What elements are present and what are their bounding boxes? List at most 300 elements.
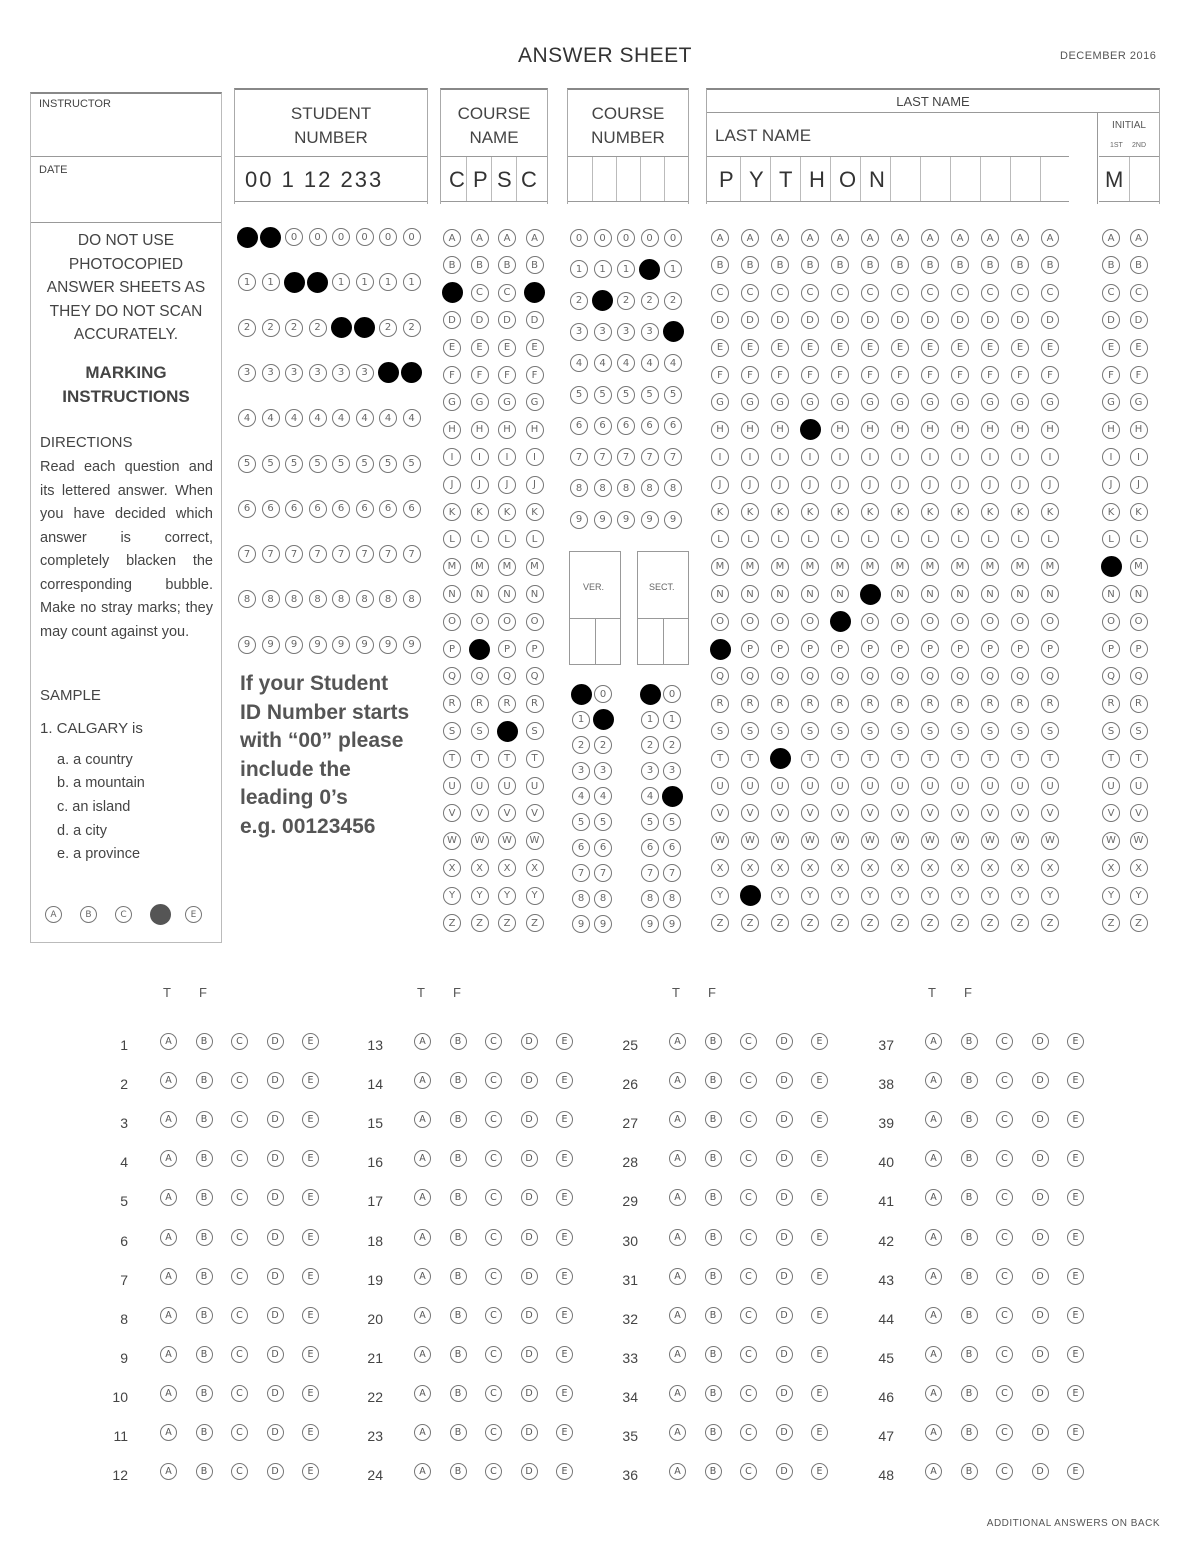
- last-name-bubble-g[interactable]: G: [1011, 393, 1029, 411]
- initial-bubble-e[interactable]: E: [1102, 339, 1120, 357]
- answer-bubble-a[interactable]: A: [925, 1229, 942, 1246]
- initial-bubble-c[interactable]: C: [1130, 284, 1148, 302]
- last-name-bubble-n[interactable]: N: [951, 585, 969, 603]
- answer-bubble-e[interactable]: E: [1067, 1189, 1084, 1206]
- last-name-bubble-l[interactable]: L: [711, 530, 729, 548]
- student-number-bubble-7[interactable]: 7: [285, 545, 303, 563]
- answer-bubble-b[interactable]: B: [450, 1111, 467, 1128]
- answer-bubble-b[interactable]: B: [961, 1229, 978, 1246]
- course-name-bubble-h[interactable]: H: [526, 421, 544, 439]
- answer-bubble-e[interactable]: E: [1067, 1463, 1084, 1480]
- course-name-bubble-z[interactable]: Z: [526, 914, 544, 932]
- last-name-bubble-r[interactable]: R: [981, 695, 999, 713]
- answer-bubble-d[interactable]: D: [521, 1150, 538, 1167]
- student-number-bubble-3[interactable]: [378, 362, 399, 383]
- initial-bubble-q[interactable]: Q: [1130, 667, 1148, 685]
- last-name-bubble-z[interactable]: Z: [771, 914, 789, 932]
- last-name-bubble-g[interactable]: G: [831, 393, 849, 411]
- course-name-bubble-x[interactable]: X: [526, 859, 544, 877]
- initial-bubble-x[interactable]: X: [1130, 859, 1148, 877]
- course-name-bubble-i[interactable]: I: [498, 448, 516, 466]
- answer-bubble-a[interactable]: A: [414, 1072, 431, 1089]
- course-number-bubble-5[interactable]: 5: [641, 386, 659, 404]
- course-number-bubble-1[interactable]: 1: [594, 260, 612, 278]
- course-name-bubble-y[interactable]: Y: [498, 887, 516, 905]
- initial-bubble-b[interactable]: B: [1130, 256, 1148, 274]
- last-name-bubble-x[interactable]: X: [921, 859, 939, 877]
- version-bubble-3[interactable]: 3: [594, 762, 612, 780]
- student-number-bubble-7[interactable]: 7: [262, 545, 280, 563]
- course-number-bubble-2[interactable]: 2: [641, 292, 659, 310]
- last-name-bubble-x[interactable]: X: [951, 859, 969, 877]
- last-name-bubble-a[interactable]: A: [981, 229, 999, 247]
- student-number-bubble-7[interactable]: 7: [379, 545, 397, 563]
- last-name-bubble-i[interactable]: I: [981, 448, 999, 466]
- student-number-bubble-9[interactable]: 9: [262, 636, 280, 654]
- course-number-bubble-9[interactable]: 9: [617, 511, 635, 529]
- answer-bubble-b[interactable]: B: [705, 1385, 722, 1402]
- last-name-bubble-t[interactable]: T: [891, 750, 909, 768]
- initial-bubble-k[interactable]: K: [1102, 503, 1120, 521]
- last-name-bubble-d[interactable]: D: [1011, 311, 1029, 329]
- answer-bubble-a[interactable]: A: [414, 1463, 431, 1480]
- last-name-bubble-s[interactable]: S: [1011, 722, 1029, 740]
- last-name-bubble-a[interactable]: A: [861, 229, 879, 247]
- initial-bubble-p[interactable]: P: [1130, 640, 1148, 658]
- student-number-bubble-1[interactable]: 1: [332, 273, 350, 291]
- section-bubble-7[interactable]: 7: [641, 864, 659, 882]
- answer-bubble-b[interactable]: B: [705, 1268, 722, 1285]
- course-name-bubble-m[interactable]: M: [498, 558, 516, 576]
- answer-bubble-e[interactable]: E: [811, 1229, 828, 1246]
- student-number-bubble-4[interactable]: 4: [309, 409, 327, 427]
- answer-bubble-d[interactable]: D: [776, 1033, 793, 1050]
- last-name-bubble-u[interactable]: U: [1041, 777, 1059, 795]
- last-name-bubble-m[interactable]: M: [831, 558, 849, 576]
- course-name-bubble-s[interactable]: [497, 721, 518, 742]
- answer-bubble-d[interactable]: D: [267, 1385, 284, 1402]
- student-number-bubble-5[interactable]: 5: [356, 455, 374, 473]
- course-name-bubble-f[interactable]: F: [443, 366, 461, 384]
- answer-bubble-d[interactable]: D: [1032, 1229, 1049, 1246]
- answer-bubble-e[interactable]: E: [811, 1033, 828, 1050]
- answer-bubble-a[interactable]: A: [414, 1229, 431, 1246]
- last-name-bubble-y[interactable]: Y: [711, 887, 729, 905]
- answer-bubble-c[interactable]: C: [485, 1424, 502, 1441]
- last-name-bubble-n[interactable]: N: [981, 585, 999, 603]
- course-name-bubble-o[interactable]: O: [498, 613, 516, 631]
- last-name-bubble-s[interactable]: S: [801, 722, 819, 740]
- section-bubble-8[interactable]: 8: [663, 890, 681, 908]
- last-name-bubble-s[interactable]: S: [741, 722, 759, 740]
- answer-bubble-b[interactable]: B: [961, 1346, 978, 1363]
- student-number-bubble-7[interactable]: 7: [356, 545, 374, 563]
- last-name-bubble-d[interactable]: D: [711, 311, 729, 329]
- answer-bubble-d[interactable]: D: [776, 1268, 793, 1285]
- answer-bubble-e[interactable]: E: [556, 1346, 573, 1363]
- answer-bubble-e[interactable]: E: [302, 1229, 319, 1246]
- course-name-bubble-x[interactable]: X: [443, 859, 461, 877]
- version-bubble-2[interactable]: 2: [594, 736, 612, 754]
- last-name-bubble-h[interactable]: H: [741, 421, 759, 439]
- last-name-bubble-b[interactable]: B: [981, 256, 999, 274]
- answer-bubble-c[interactable]: C: [996, 1385, 1013, 1402]
- student-number-bubble-1[interactable]: 1: [403, 273, 421, 291]
- course-name-bubble-j[interactable]: J: [526, 476, 544, 494]
- answer-bubble-e[interactable]: E: [302, 1033, 319, 1050]
- course-name-bubble-g[interactable]: G: [471, 393, 489, 411]
- version-bubble-6[interactable]: 6: [572, 839, 590, 857]
- last-name-bubble-h[interactable]: H: [831, 421, 849, 439]
- last-name-bubble-i[interactable]: I: [831, 448, 849, 466]
- last-name-bubble-a[interactable]: A: [711, 229, 729, 247]
- section-bubble-9[interactable]: 9: [663, 915, 681, 933]
- course-name-bubble-g[interactable]: G: [498, 393, 516, 411]
- answer-bubble-a[interactable]: A: [669, 1072, 686, 1089]
- last-name-bubble-q[interactable]: Q: [711, 667, 729, 685]
- answer-bubble-b[interactable]: B: [961, 1111, 978, 1128]
- answer-bubble-b[interactable]: B: [961, 1424, 978, 1441]
- answer-bubble-c[interactable]: C: [996, 1346, 1013, 1363]
- last-name-bubble-e[interactable]: E: [711, 339, 729, 357]
- answer-bubble-b[interactable]: B: [961, 1463, 978, 1480]
- course-name-bubble-e[interactable]: E: [471, 339, 489, 357]
- last-name-bubble-s[interactable]: S: [1041, 722, 1059, 740]
- last-name-bubble-i[interactable]: I: [1041, 448, 1059, 466]
- student-number-bubble-6[interactable]: 6: [332, 500, 350, 518]
- last-name-bubble-e[interactable]: E: [981, 339, 999, 357]
- last-name-bubble-f[interactable]: F: [981, 366, 999, 384]
- answer-bubble-d[interactable]: D: [776, 1189, 793, 1206]
- last-name-bubble-n[interactable]: N: [771, 585, 789, 603]
- answer-bubble-d[interactable]: D: [776, 1424, 793, 1441]
- initial-bubble-d[interactable]: D: [1102, 311, 1120, 329]
- answer-bubble-d[interactable]: D: [776, 1307, 793, 1324]
- last-name-bubble-n[interactable]: [860, 584, 881, 605]
- answer-bubble-b[interactable]: B: [196, 1385, 213, 1402]
- initial-bubble-r[interactable]: R: [1130, 695, 1148, 713]
- course-name-bubble-b[interactable]: B: [498, 256, 516, 274]
- course-name-bubble-v[interactable]: V: [526, 804, 544, 822]
- initial-bubble-o[interactable]: O: [1102, 613, 1120, 631]
- course-name-bubble-n[interactable]: N: [443, 585, 461, 603]
- answer-bubble-c[interactable]: C: [740, 1463, 757, 1480]
- version-bubble-7[interactable]: 7: [572, 864, 590, 882]
- last-name-bubble-i[interactable]: I: [891, 448, 909, 466]
- section-bubble-0[interactable]: 0: [663, 685, 681, 703]
- student-number-bubble-0[interactable]: 0: [403, 228, 421, 246]
- last-name-bubble-r[interactable]: R: [861, 695, 879, 713]
- course-number-bubble-1[interactable]: 1: [617, 260, 635, 278]
- last-name-bubble-h[interactable]: H: [861, 421, 879, 439]
- last-name-bubble-g[interactable]: G: [951, 393, 969, 411]
- last-name-bubble-u[interactable]: U: [861, 777, 879, 795]
- last-name-bubble-q[interactable]: Q: [1041, 667, 1059, 685]
- course-name-bubble-k[interactable]: K: [498, 503, 516, 521]
- student-number-bubble-0[interactable]: 0: [356, 228, 374, 246]
- answer-bubble-a[interactable]: A: [669, 1111, 686, 1128]
- last-name-bubble-t[interactable]: [770, 748, 791, 769]
- last-name-bubble-b[interactable]: B: [951, 256, 969, 274]
- answer-bubble-b[interactable]: B: [450, 1463, 467, 1480]
- course-name-bubble-c[interactable]: C: [498, 284, 516, 302]
- answer-bubble-e[interactable]: E: [811, 1346, 828, 1363]
- last-name-bubble-q[interactable]: Q: [1011, 667, 1029, 685]
- answer-bubble-e[interactable]: E: [1067, 1150, 1084, 1167]
- last-name-bubble-b[interactable]: B: [921, 256, 939, 274]
- answer-bubble-d[interactable]: D: [267, 1268, 284, 1285]
- student-number-bubble-2[interactable]: 2: [403, 319, 421, 337]
- last-name-bubble-x[interactable]: X: [1041, 859, 1059, 877]
- last-name-bubble-c[interactable]: C: [981, 284, 999, 302]
- course-name-bubble-x[interactable]: X: [471, 859, 489, 877]
- answer-bubble-e[interactable]: E: [1067, 1033, 1084, 1050]
- last-name-bubble-s[interactable]: S: [981, 722, 999, 740]
- answer-bubble-b[interactable]: B: [705, 1346, 722, 1363]
- course-name-bubble-r[interactable]: R: [471, 695, 489, 713]
- course-name-bubble-r[interactable]: R: [526, 695, 544, 713]
- last-name-bubble-t[interactable]: T: [711, 750, 729, 768]
- last-name-bubble-q[interactable]: Q: [951, 667, 969, 685]
- answer-bubble-d[interactable]: D: [521, 1111, 538, 1128]
- last-name-bubble-b[interactable]: B: [831, 256, 849, 274]
- initial-bubble-i[interactable]: I: [1102, 448, 1120, 466]
- initial-bubble-n[interactable]: N: [1102, 585, 1120, 603]
- last-name-bubble-k[interactable]: K: [1011, 503, 1029, 521]
- last-name-bubble-r[interactable]: R: [891, 695, 909, 713]
- answer-bubble-b[interactable]: B: [196, 1346, 213, 1363]
- last-name-bubble-k[interactable]: K: [771, 503, 789, 521]
- last-name-bubble-a[interactable]: A: [771, 229, 789, 247]
- last-name-bubble-y[interactable]: [740, 885, 761, 906]
- course-name-bubble-l[interactable]: L: [443, 530, 461, 548]
- last-name-bubble-o[interactable]: O: [771, 613, 789, 631]
- initial-bubble-g[interactable]: G: [1102, 393, 1120, 411]
- course-name-bubble-o[interactable]: O: [443, 613, 461, 631]
- course-number-bubble-1[interactable]: [639, 259, 660, 280]
- last-name-bubble-d[interactable]: D: [741, 311, 759, 329]
- answer-bubble-b[interactable]: B: [705, 1072, 722, 1089]
- last-name-bubble-w[interactable]: W: [891, 832, 909, 850]
- answer-bubble-e[interactable]: E: [302, 1150, 319, 1167]
- last-name-bubble-s[interactable]: S: [921, 722, 939, 740]
- answer-bubble-e[interactable]: E: [811, 1307, 828, 1324]
- answer-bubble-b[interactable]: B: [705, 1424, 722, 1441]
- initial-bubble-s[interactable]: S: [1130, 722, 1148, 740]
- answer-bubble-d[interactable]: D: [776, 1150, 793, 1167]
- course-name-bubble-d[interactable]: D: [498, 311, 516, 329]
- course-name-bubble-s[interactable]: S: [443, 722, 461, 740]
- answer-bubble-a[interactable]: A: [160, 1189, 177, 1206]
- last-name-bubble-j[interactable]: J: [1011, 476, 1029, 494]
- initial-bubble-z[interactable]: Z: [1130, 914, 1148, 932]
- answer-bubble-d[interactable]: D: [521, 1424, 538, 1441]
- last-name-bubble-u[interactable]: U: [921, 777, 939, 795]
- version-bubble-1[interactable]: [593, 709, 614, 730]
- last-name-bubble-i[interactable]: I: [951, 448, 969, 466]
- course-name-bubble-y[interactable]: Y: [443, 887, 461, 905]
- answer-bubble-e[interactable]: E: [556, 1385, 573, 1402]
- last-name-bubble-m[interactable]: M: [921, 558, 939, 576]
- last-name-bubble-x[interactable]: X: [801, 859, 819, 877]
- version-bubble-9[interactable]: 9: [572, 915, 590, 933]
- answer-bubble-c[interactable]: C: [485, 1268, 502, 1285]
- answer-bubble-a[interactable]: A: [414, 1307, 431, 1324]
- course-name-bubble-t[interactable]: T: [471, 750, 489, 768]
- answer-bubble-a[interactable]: A: [160, 1033, 177, 1050]
- answer-bubble-a[interactable]: A: [925, 1346, 942, 1363]
- course-name-bubble-x[interactable]: X: [498, 859, 516, 877]
- answer-bubble-e[interactable]: E: [302, 1424, 319, 1441]
- last-name-bubble-l[interactable]: L: [861, 530, 879, 548]
- student-number-bubble-9[interactable]: 9: [285, 636, 303, 654]
- last-name-bubble-i[interactable]: I: [921, 448, 939, 466]
- answer-bubble-d[interactable]: D: [1032, 1111, 1049, 1128]
- initial-bubble-v[interactable]: V: [1102, 804, 1120, 822]
- student-number-bubble-0[interactable]: 0: [332, 228, 350, 246]
- course-number-bubble-3[interactable]: [663, 321, 684, 342]
- answer-bubble-e[interactable]: E: [302, 1111, 319, 1128]
- last-name-bubble-h[interactable]: H: [711, 421, 729, 439]
- student-number-bubble-7[interactable]: 7: [309, 545, 327, 563]
- answer-bubble-c[interactable]: C: [740, 1033, 757, 1050]
- last-name-bubble-s[interactable]: S: [861, 722, 879, 740]
- answer-bubble-d[interactable]: D: [267, 1346, 284, 1363]
- answer-bubble-a[interactable]: A: [414, 1150, 431, 1167]
- course-name-bubble-m[interactable]: M: [526, 558, 544, 576]
- course-number-bubble-4[interactable]: 4: [641, 354, 659, 372]
- version-bubble-0[interactable]: 0: [594, 685, 612, 703]
- initial-entry[interactable]: [1099, 156, 1159, 202]
- answer-bubble-a[interactable]: A: [669, 1463, 686, 1480]
- answer-bubble-c[interactable]: C: [740, 1268, 757, 1285]
- course-number-bubble-4[interactable]: 4: [594, 354, 612, 372]
- answer-bubble-c[interactable]: C: [231, 1189, 248, 1206]
- last-name-bubble-l[interactable]: L: [801, 530, 819, 548]
- last-name-bubble-b[interactable]: B: [711, 256, 729, 274]
- answer-bubble-a[interactable]: A: [669, 1229, 686, 1246]
- student-number-bubble-6[interactable]: 6: [403, 500, 421, 518]
- course-number-bubble-2[interactable]: 2: [570, 292, 588, 310]
- last-name-bubble-w[interactable]: W: [921, 832, 939, 850]
- last-name-bubble-k[interactable]: K: [1041, 503, 1059, 521]
- student-number-bubble-6[interactable]: 6: [238, 500, 256, 518]
- student-number-bubble-8[interactable]: 8: [379, 590, 397, 608]
- last-name-bubble-d[interactable]: D: [831, 311, 849, 329]
- answer-bubble-c[interactable]: C: [231, 1463, 248, 1480]
- last-name-bubble-t[interactable]: T: [981, 750, 999, 768]
- answer-bubble-a[interactable]: A: [925, 1307, 942, 1324]
- last-name-bubble-i[interactable]: I: [711, 448, 729, 466]
- initial-bubble-j[interactable]: J: [1130, 476, 1148, 494]
- student-number-bubble-4[interactable]: 4: [356, 409, 374, 427]
- last-name-bubble-z[interactable]: Z: [951, 914, 969, 932]
- last-name-bubble-t[interactable]: T: [741, 750, 759, 768]
- course-number-bubble-5[interactable]: 5: [570, 386, 588, 404]
- last-name-bubble-u[interactable]: U: [981, 777, 999, 795]
- answer-bubble-c[interactable]: C: [231, 1111, 248, 1128]
- last-name-bubble-c[interactable]: C: [831, 284, 849, 302]
- course-name-bubble-p[interactable]: P: [443, 640, 461, 658]
- course-number-bubble-1[interactable]: 1: [570, 260, 588, 278]
- last-name-bubble-u[interactable]: U: [711, 777, 729, 795]
- answer-bubble-c[interactable]: C: [231, 1346, 248, 1363]
- last-name-bubble-a[interactable]: A: [831, 229, 849, 247]
- initial-bubble-c[interactable]: C: [1102, 284, 1120, 302]
- last-name-bubble-i[interactable]: I: [801, 448, 819, 466]
- last-name-bubble-w[interactable]: W: [741, 832, 759, 850]
- answer-bubble-a[interactable]: A: [925, 1033, 942, 1050]
- answer-bubble-a[interactable]: A: [160, 1229, 177, 1246]
- last-name-bubble-p[interactable]: P: [921, 640, 939, 658]
- course-name-bubble-q[interactable]: Q: [471, 667, 489, 685]
- last-name-bubble-k[interactable]: K: [801, 503, 819, 521]
- course-number-bubble-6[interactable]: 6: [664, 417, 682, 435]
- student-number-bubble-1[interactable]: 1: [379, 273, 397, 291]
- last-name-bubble-q[interactable]: Q: [831, 667, 849, 685]
- last-name-bubble-h[interactable]: H: [771, 421, 789, 439]
- initial-bubble-b[interactable]: B: [1102, 256, 1120, 274]
- last-name-bubble-n[interactable]: N: [831, 585, 849, 603]
- student-number-bubble-0[interactable]: [237, 227, 258, 248]
- course-number-bubble-4[interactable]: 4: [570, 354, 588, 372]
- answer-bubble-d[interactable]: D: [776, 1111, 793, 1128]
- student-number-bubble-0[interactable]: 0: [309, 228, 327, 246]
- answer-bubble-b[interactable]: B: [196, 1189, 213, 1206]
- section-bubble-3[interactable]: 3: [641, 762, 659, 780]
- answer-bubble-c[interactable]: C: [996, 1268, 1013, 1285]
- student-number-bubble-0[interactable]: 0: [379, 228, 397, 246]
- answer-bubble-a[interactable]: A: [669, 1424, 686, 1441]
- course-number-entry[interactable]: [568, 156, 688, 202]
- course-name-bubble-m[interactable]: M: [443, 558, 461, 576]
- course-number-bubble-1[interactable]: 1: [664, 260, 682, 278]
- last-name-bubble-r[interactable]: R: [741, 695, 759, 713]
- answer-bubble-d[interactable]: D: [521, 1033, 538, 1050]
- answer-bubble-e[interactable]: E: [556, 1189, 573, 1206]
- last-name-bubble-v[interactable]: V: [741, 804, 759, 822]
- initial-bubble-q[interactable]: Q: [1102, 667, 1120, 685]
- course-name-bubble-b[interactable]: B: [471, 256, 489, 274]
- last-name-bubble-v[interactable]: V: [1011, 804, 1029, 822]
- section-bubble-1[interactable]: 1: [663, 711, 681, 729]
- course-name-bubble-c[interactable]: [442, 282, 463, 303]
- version-bubble-9[interactable]: 9: [594, 915, 612, 933]
- last-name-bubble-n[interactable]: N: [801, 585, 819, 603]
- last-name-bubble-d[interactable]: D: [771, 311, 789, 329]
- course-name-bubble-n[interactable]: N: [471, 585, 489, 603]
- answer-bubble-c[interactable]: C: [740, 1111, 757, 1128]
- last-name-bubble-b[interactable]: B: [891, 256, 909, 274]
- answer-bubble-c[interactable]: C: [231, 1033, 248, 1050]
- last-name-bubble-k[interactable]: K: [831, 503, 849, 521]
- answer-bubble-e[interactable]: E: [1067, 1111, 1084, 1128]
- last-name-bubble-g[interactable]: G: [741, 393, 759, 411]
- answer-bubble-e[interactable]: E: [302, 1385, 319, 1402]
- answer-bubble-d[interactable]: D: [1032, 1346, 1049, 1363]
- answer-bubble-d[interactable]: D: [521, 1229, 538, 1246]
- last-name-bubble-z[interactable]: Z: [861, 914, 879, 932]
- answer-bubble-c[interactable]: C: [996, 1189, 1013, 1206]
- last-name-bubble-t[interactable]: T: [801, 750, 819, 768]
- last-name-bubble-y[interactable]: Y: [951, 887, 969, 905]
- last-name-bubble-w[interactable]: W: [981, 832, 999, 850]
- course-name-bubble-s[interactable]: S: [471, 722, 489, 740]
- initial-bubble-y[interactable]: Y: [1102, 887, 1120, 905]
- answer-bubble-c[interactable]: C: [996, 1424, 1013, 1441]
- last-name-bubble-c[interactable]: C: [951, 284, 969, 302]
- course-name-bubble-b[interactable]: B: [443, 256, 461, 274]
